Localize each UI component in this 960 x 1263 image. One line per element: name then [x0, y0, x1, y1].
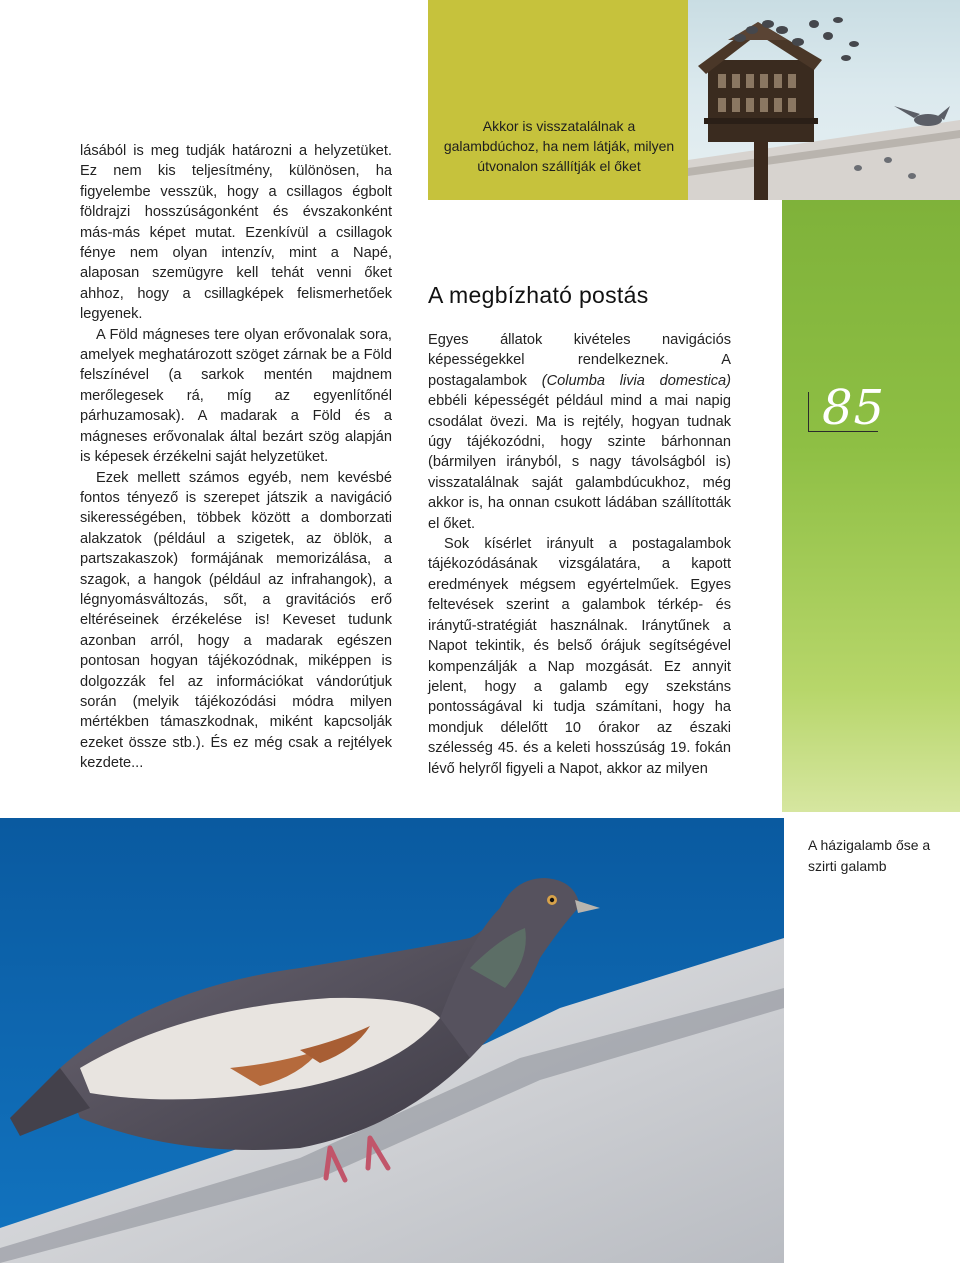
left-paragraph-2: A Föld mágneses tere olyan erővonalak sora, amelyek meghatározott szöget zárnak be a Föld felszínével (a sarkok mentén majdnem merőlegesek rá, míg az egyenlítőnél párhuzamosak). A madarak a Föld és a mágneses erővonalak által bezárt szög alapján is képesek érzékelni saját helyzetüket.: [80, 326, 392, 466]
left-paragraph-3: Ezek mellett számos egyéb, nem kevésbé fontos tényező is szerepet játszik a navigáció sikerességében, többek között a domborzati alakzatok (például a szigetek, az öblök, a partszakaszok) formájának memorizálása, a szagok, a hangok (például az infrahangok), a légnyomásváltozás, sőt, a gravitációs erő eltéréseinek érzékelése is! Keveset tudunk azonban arról, hogy a madarak egészen pontosan hogyan tájékozódnak, miképpen is dolgozzák fel az információkat vándorútjuk során (melyik tájékozódási módra milyen mértékben támaszkodnak, miként kapcsolják ezeket össze stb.). És ez még csak a rejtélyek kezdete...: [80, 469, 392, 772]
page-number: 85: [822, 380, 886, 436]
article-text-column: [428, 330, 731, 779]
article-paragraph-1: [428, 330, 731, 534]
page-number-rule-vertical: [808, 392, 809, 432]
top-photo-caption: Akkor is visszatalálnak a galambdúchoz, ha nem látják, milyen útvonalon szállítják el őket: [443, 118, 675, 174]
article-paragraph-2: Sok kísérlet irányult a postagalambok tájékozódásának vizsgálatára, a kapott eredmények mégsem egyértelműek. Egyes feltevések szerint a galambok térkép- és iránytű-stratégiát használnak. Iránytűnek a Napot tekintik, és belső órájuk segítségével kompenzálják a Nap mozgását. Ez annyit jelent, hogy a galamb egy szekstáns pontosságával ki tudja számítani, hogy ha mondjuk délelőtt 10 órakor az északi szélesség 45. és a keleti hosszúság 19. fokán lévő helyről figyeli a Napot, akkor az milyen: [428, 536, 731, 777]
left-paragraph-1: lásából is meg tudják határozni a helyzetüket. Ez nem kis teljesítmény, különösen, ha figyelembe vesszük, hogy a csillagos égbolt földrajzi hosszúságonként és évszakonként más-más képet mutat. Ezenkívül a csillagok fénye nem olyan intenzív, mint a Napé, alaposan szemügyre kell tehát venni őket ahhoz, hogy a csillagképek felismerhetőek legyenek.: [80, 143, 392, 323]
article-paragraph-1-start: Egyes állatok kivételes navigációs képességekkel rendelkeznek. A postagalambok: [428, 332, 731, 389]
left-text-column: [80, 141, 392, 774]
dovecote-photo: [688, 0, 960, 200]
rock-pigeon-illustration: [0, 818, 784, 1263]
rock-pigeon-photo: [0, 818, 784, 1263]
dovecote-illustration: [688, 0, 960, 200]
latin-species-name: (Columba livia domestica): [541, 372, 731, 389]
side-color-band: [782, 200, 960, 812]
article-heading: A megbízható postás: [428, 282, 649, 308]
article-paragraph-1-end: ebbéli képességét például mind a mai napig csodálat övezi. Ma is rejtély, hogyan tudnak úgy tájékozódni, hogy szinte bárhonnan (bármilyen irányból, s nagy távolságból is) visszatalálnak saját galambdúcukhoz, még akkor is, ha onnan csukott ládában szállították el őket.: [428, 393, 731, 532]
bottom-photo-caption: A házigalamb őse a szirti galamb: [808, 837, 931, 874]
